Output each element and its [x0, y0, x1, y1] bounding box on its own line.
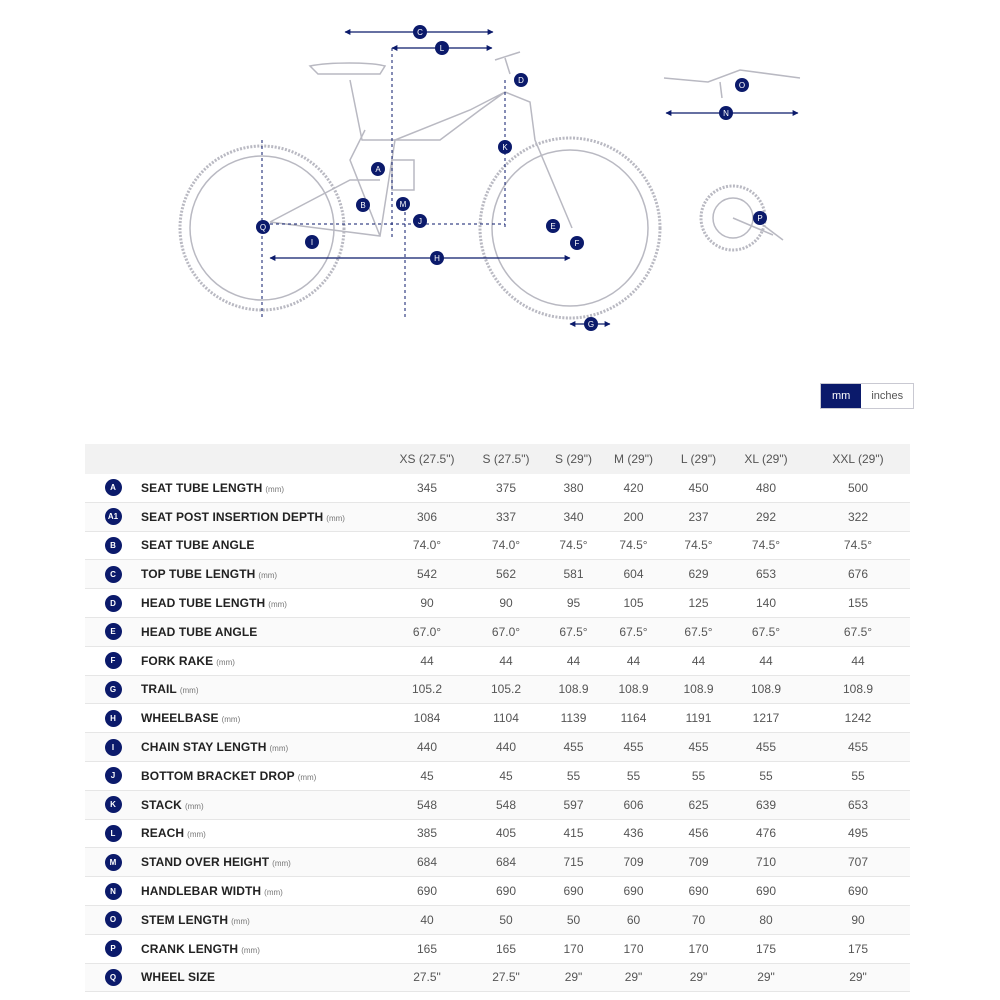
table-cell: 597	[551, 790, 596, 819]
table-cell: 29"	[551, 963, 596, 992]
column-header: S (27.5")	[461, 444, 551, 474]
svg-text:A: A	[375, 165, 381, 174]
table-cell: 606	[596, 790, 671, 819]
row-unit: (mm)	[179, 686, 199, 696]
table-cell: 44	[759, 653, 773, 668]
table-cell: 105	[623, 596, 644, 611]
table-row	[85, 646, 910, 675]
row-unit: (mm)	[184, 801, 204, 811]
table-cell: 74.5°	[559, 538, 588, 553]
table-cell: 140	[755, 596, 777, 611]
table-row	[85, 761, 910, 790]
row-marker-badge: E	[105, 623, 122, 640]
handlebar	[664, 70, 800, 98]
table-row	[85, 560, 910, 589]
marker-f	[570, 236, 584, 250]
table-cell: 108.9	[726, 675, 806, 704]
table-cell: 495	[847, 826, 869, 841]
table-cell: 60	[596, 905, 671, 934]
row-unit: (mm)	[187, 830, 206, 840]
table-cell: 108.9	[671, 675, 726, 704]
table-cell: 175	[847, 941, 869, 956]
table-cell: 1164	[620, 711, 647, 726]
marker-a	[371, 162, 385, 176]
column-header: XL (29")	[726, 444, 806, 474]
row-label: SEAT TUBE ANGLE	[141, 538, 255, 553]
table-cell: 67.5°	[806, 617, 910, 646]
svg-text:L: L	[439, 44, 445, 53]
row-unit: (mm)	[231, 916, 250, 926]
table-cell: 170	[623, 941, 644, 956]
table-cell: 55	[566, 768, 581, 783]
table-cell: 105.2	[393, 675, 461, 704]
row-label: SEAT TUBE LENGTH	[141, 480, 263, 495]
column-header: L (29")	[671, 444, 726, 474]
table-cell: 542	[393, 560, 461, 589]
table-cell: 44	[851, 653, 865, 668]
svg-text:H: H	[434, 254, 440, 263]
table-cell: 67.5°	[726, 617, 806, 646]
row-unit: (mm)	[264, 888, 283, 898]
table-cell: 455	[671, 733, 726, 762]
table-cell: 175	[755, 941, 777, 956]
table-cell: 29"	[726, 963, 806, 992]
table-cell: 690	[847, 884, 869, 899]
row-marker-badge: Q	[105, 969, 122, 986]
row-marker-badge: F	[105, 652, 122, 669]
table-row	[85, 502, 910, 531]
marker-o	[735, 78, 749, 92]
table-row	[85, 963, 910, 992]
svg-text:O: O	[738, 81, 746, 90]
column-header: S (29")	[551, 444, 596, 474]
table-cell: 385	[416, 826, 438, 841]
table-cell: 690	[623, 884, 644, 899]
row-marker-badge: K	[105, 796, 122, 813]
svg-text:M: M	[399, 200, 407, 209]
table-cell: 710	[726, 848, 806, 877]
row-marker-badge: C	[105, 566, 122, 583]
row-marker-badge: L	[105, 825, 122, 842]
row-unit: (mm)	[297, 772, 317, 782]
table-cell: 440	[461, 733, 551, 762]
stem	[495, 52, 520, 74]
row-label: TOP TUBE LENGTH	[141, 567, 256, 582]
marker-e	[546, 219, 560, 233]
table-row	[85, 877, 910, 906]
table-cell: 380	[563, 480, 584, 495]
marker-n	[719, 106, 733, 120]
table-cell: 67.0°	[393, 617, 461, 646]
table-cell: 90	[420, 596, 434, 611]
row-unit: (mm)	[265, 484, 285, 494]
svg-text:C: C	[417, 28, 423, 37]
table-cell: 709	[596, 848, 671, 877]
marker-q	[256, 220, 270, 234]
svg-text:F: F	[574, 239, 580, 248]
table-cell: 292	[726, 502, 806, 531]
table-cell: 27.5"	[461, 963, 551, 992]
row-marker-badge: A	[105, 479, 122, 496]
diagram-markers	[256, 25, 767, 331]
table-cell: 108.9	[806, 675, 910, 704]
table-cell: 405	[495, 826, 517, 841]
table-cell: 1217	[752, 711, 780, 726]
table-cell: 690	[416, 884, 438, 899]
table-row	[85, 934, 910, 963]
table-cell: 29"	[806, 963, 910, 992]
table-cell: 1139	[560, 711, 587, 726]
table-cell: 90	[499, 596, 513, 611]
table-row	[85, 733, 910, 762]
table-cell: 690	[688, 884, 709, 899]
column-header: XS (27.5")	[393, 444, 461, 474]
row-marker-badge: B	[105, 537, 122, 554]
row-unit: (mm)	[216, 657, 235, 667]
table-row	[85, 617, 910, 646]
table-cell: 95	[566, 596, 581, 611]
table-row	[85, 589, 910, 618]
table-cell: 55	[759, 768, 773, 783]
table-cell: 375	[495, 480, 517, 495]
row-unit: (mm)	[221, 715, 241, 725]
table-cell: 67.5°	[671, 617, 726, 646]
table-cell: 690	[755, 884, 777, 899]
row-label: SEAT POST INSERTION DEPTH	[141, 509, 324, 524]
table-cell: 455	[726, 733, 806, 762]
column-header: XXL (29")	[806, 444, 910, 474]
row-unit: (mm)	[241, 945, 260, 955]
table-cell: 440	[393, 733, 461, 762]
row-marker-badge: G	[105, 681, 122, 698]
table-cell: 548	[393, 790, 461, 819]
marker-m	[396, 197, 410, 211]
table-cell: 340	[551, 502, 596, 531]
table-cell: 337	[461, 502, 551, 531]
table-cell: 709	[671, 848, 726, 877]
table-row	[85, 675, 910, 704]
svg-text:I: I	[310, 238, 314, 247]
table-cell: 1242	[844, 711, 872, 726]
row-label: REACH	[141, 826, 185, 841]
table-row	[85, 905, 910, 934]
table-cell: 420	[623, 480, 644, 495]
table-cell: 50	[551, 905, 596, 934]
table-cell: 55	[691, 768, 706, 783]
table-cell: 455	[806, 733, 910, 762]
table-cell: 715	[551, 848, 596, 877]
table-cell: 548	[461, 790, 551, 819]
table-cell: 436	[623, 826, 644, 841]
marker-k	[498, 140, 512, 154]
table-cell: 40	[393, 905, 461, 934]
front-wheel	[480, 138, 660, 318]
table-cell: 55	[851, 768, 865, 783]
row-label: STACK	[141, 797, 182, 812]
table-cell: 74.5°	[619, 538, 648, 553]
geometry-table	[85, 444, 910, 992]
table-cell: 105.2	[461, 675, 551, 704]
row-unit: (mm)	[269, 744, 289, 754]
row-label: CHAIN STAY LENGTH	[141, 740, 267, 755]
row-marker-badge: N	[105, 883, 122, 900]
table-cell: 55	[626, 768, 641, 783]
table-cell: 690	[563, 884, 584, 899]
table-cell: 455	[596, 733, 671, 762]
table-cell: 74.0°	[491, 538, 521, 553]
table-row	[85, 819, 910, 848]
row-label: CRANK LENGTH	[141, 941, 239, 956]
table-cell: 45	[499, 768, 513, 783]
table-cell: 684	[461, 848, 551, 877]
table-cell: 1104	[493, 711, 519, 726]
marker-c	[413, 25, 427, 39]
table-cell: 90	[806, 905, 910, 934]
svg-text:Q: Q	[259, 223, 267, 232]
row-unit: (mm)	[258, 571, 278, 581]
row-unit: (mm)	[326, 513, 345, 523]
bike-geometry-diagram	[0, 0, 1000, 370]
table-row	[85, 704, 910, 733]
table-cell: 562	[461, 560, 551, 589]
table-cell: 456	[688, 826, 709, 841]
table-cell: 345	[416, 480, 438, 495]
unit-toggle	[820, 383, 914, 409]
svg-text:N: N	[723, 109, 729, 118]
row-label: WHEELBASE	[141, 711, 219, 726]
table-cell: 67.5°	[596, 617, 671, 646]
column-header: M (29")	[596, 444, 671, 474]
row-label: WHEEL SIZE	[141, 970, 216, 985]
table-cell: 27.5"	[393, 963, 461, 992]
svg-text:B: B	[360, 201, 366, 210]
table-cell: 480	[755, 480, 777, 495]
svg-text:G: G	[587, 320, 595, 329]
table-cell: 639	[726, 790, 806, 819]
table-cell: 74.5°	[684, 538, 713, 553]
saddle	[310, 63, 385, 74]
marker-j	[413, 214, 427, 228]
table-row	[85, 531, 910, 560]
table-cell: 306	[393, 502, 461, 531]
table-cell: 450	[688, 480, 709, 495]
marker-p	[753, 211, 767, 225]
table-header	[85, 444, 910, 474]
row-label: TRAIL	[141, 682, 177, 697]
table-cell: 653	[806, 790, 910, 819]
row-label: FORK RAKE	[141, 653, 214, 668]
table-cell: 44	[499, 653, 513, 668]
table-cell: 500	[847, 480, 869, 495]
row-marker-badge: O	[105, 911, 122, 928]
svg-text:D: D	[518, 76, 524, 85]
row-label: HEAD TUBE ANGLE	[141, 624, 258, 639]
row-label: HANDLEBAR WIDTH	[141, 884, 262, 899]
table-cell: 455	[551, 733, 596, 762]
marker-l	[435, 41, 449, 55]
table-cell: 322	[806, 502, 910, 531]
row-label: BOTTOM BRACKET DROP	[141, 768, 295, 783]
row-marker-badge: H	[105, 710, 122, 727]
table-cell: 50	[461, 905, 551, 934]
table-cell: 80	[726, 905, 806, 934]
svg-text:K: K	[502, 143, 508, 152]
table-cell: 125	[688, 596, 709, 611]
table-cell: 67.5°	[551, 617, 596, 646]
svg-text:J: J	[418, 217, 422, 226]
row-marker-badge: J	[105, 767, 122, 784]
table-cell: 74.5°	[751, 538, 781, 553]
table-cell: 67.0°	[461, 617, 551, 646]
table-cell: 44	[566, 653, 581, 668]
table-row	[85, 848, 910, 877]
table-cell: 581	[551, 560, 596, 589]
row-label: STAND OVER HEIGHT	[141, 855, 270, 870]
table-cell: 629	[671, 560, 726, 589]
table-cell: 155	[847, 596, 869, 611]
svg-text:P: P	[757, 214, 763, 223]
table-cell: 237	[671, 502, 726, 531]
unit-mm-button[interactable]: mm	[821, 384, 861, 408]
row-marker-badge: M	[105, 854, 122, 871]
table-cell: 200	[596, 502, 671, 531]
row-marker-badge: D	[105, 595, 122, 612]
marker-h	[430, 251, 444, 265]
table-cell: 653	[726, 560, 806, 589]
table-cell: 707	[806, 848, 910, 877]
table-cell: 108.9	[596, 675, 671, 704]
table-cell: 170	[563, 941, 584, 956]
table-cell: 676	[806, 560, 910, 589]
table-cell: 476	[755, 826, 777, 841]
marker-b	[356, 198, 370, 212]
row-marker-badge: A1	[105, 508, 122, 525]
table-cell: 74.0°	[412, 538, 442, 553]
row-marker-badge: I	[105, 739, 122, 756]
table-cell: 690	[495, 884, 517, 899]
table-cell: 1084	[413, 711, 441, 726]
table-cell: 415	[563, 826, 584, 841]
table-cell: 29"	[671, 963, 726, 992]
table-cell: 1191	[685, 711, 712, 726]
table-cell: 604	[596, 560, 671, 589]
table-cell: 45	[420, 768, 434, 783]
row-unit: (mm)	[268, 600, 287, 610]
row-unit: (mm)	[272, 859, 291, 869]
unit-inches-button[interactable]: inches	[861, 384, 913, 408]
table-cell: 44	[691, 653, 706, 668]
marker-d	[514, 73, 528, 87]
marker-i	[305, 235, 319, 249]
table-cell: 625	[671, 790, 726, 819]
table-cell: 44	[420, 653, 434, 668]
table-row	[85, 790, 910, 819]
svg-text:E: E	[550, 222, 556, 231]
table-cell: 165	[495, 941, 517, 956]
marker-g	[584, 317, 598, 331]
table-row	[85, 474, 910, 502]
table-cell: 108.9	[551, 675, 596, 704]
table-cell: 165	[416, 941, 438, 956]
table-cell: 74.5°	[843, 538, 873, 553]
table-cell: 684	[393, 848, 461, 877]
table-cell: 70	[671, 905, 726, 934]
table-cell: 170	[688, 941, 709, 956]
row-label: HEAD TUBE LENGTH	[141, 596, 266, 611]
row-marker-badge: P	[105, 940, 122, 957]
row-label: STEM LENGTH	[141, 912, 229, 927]
table-cell: 44	[626, 653, 641, 668]
rear-shock	[392, 160, 414, 190]
table-cell: 29"	[596, 963, 671, 992]
